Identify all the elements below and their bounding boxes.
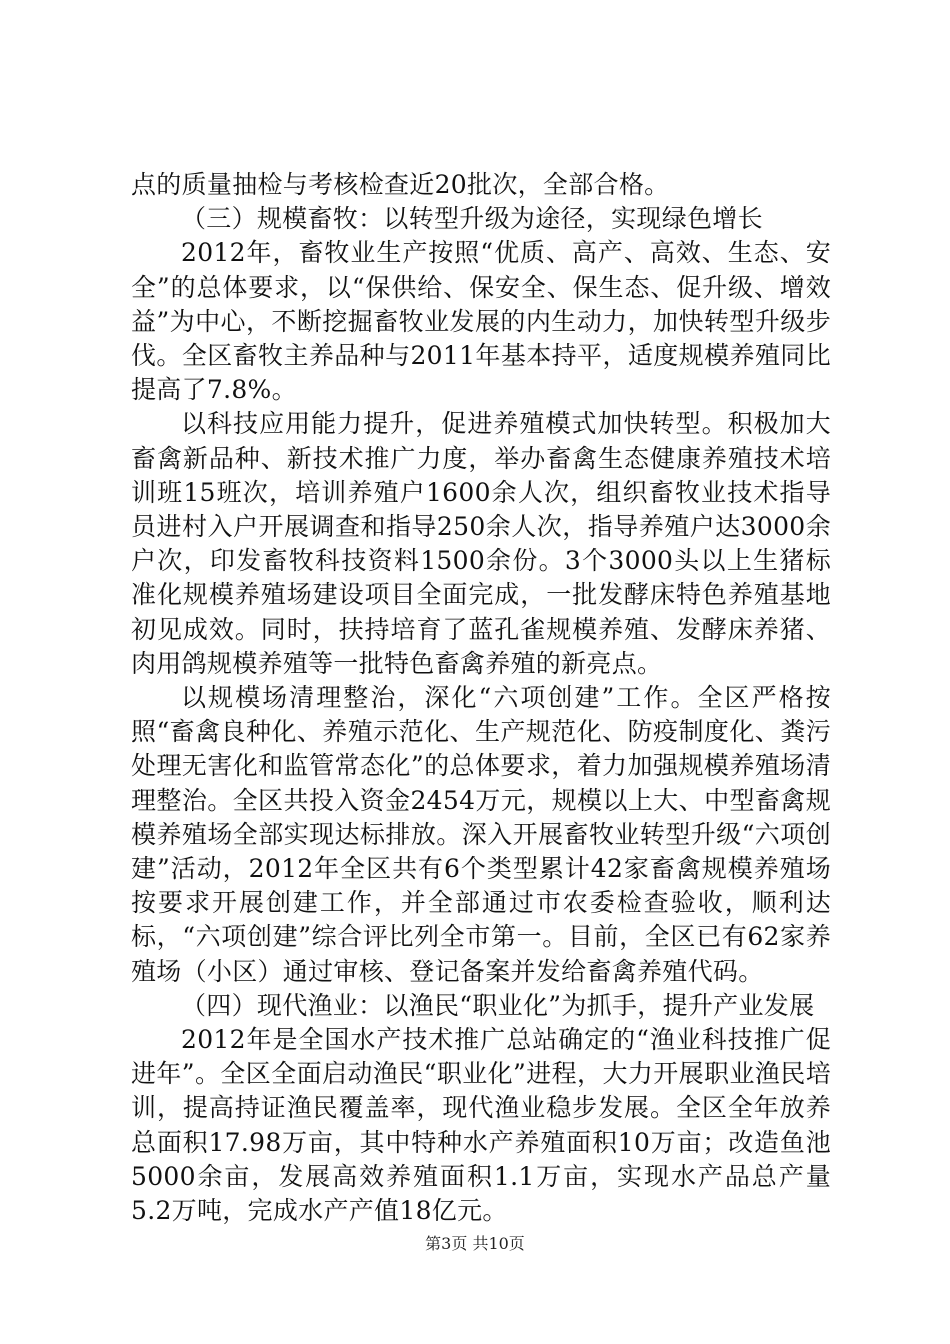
paragraph-tech-application: 以科技应用能力提升，促进养殖模式加快转型。积极加大畜禽新品种、新技术推广力度，举办畜禽生态健康养殖技术培训班15班次，培训养殖户1600余人次，组织畜牧业技术指导员进村入户开展调查和指导250余人次，指导养殖户达3000余户次，印发畜牧科技资料1500余份。3个3000头以上生猪标准化规模养殖场建设项目全面完成，一批发酵床特色养殖基地初见成效。同时，扶持培育了蓝孔雀规模养殖、发酵床养猪、肉用鸽规模养殖等一批特色畜禽养殖的新亮点。	[131, 409, 831, 678]
paragraph-continuation: 点的质量抽检与考核检查近20批次，全部合格。	[131, 170, 670, 199]
document-body	[131, 168, 831, 1228]
paragraph-farm-rectification: 以规模场清理整治，深化“六项创建”工作。全区严格按照“畜禽良种化、养殖示范化、生产规范化、防疫制度化、粪污处理无害化和监管常态化”的总体要求，着力加强规模养殖场清理整治。全区共投入资金2454万元，规模以上大、中型畜禽规模养殖场全部实现达标排放。深入开展畜牧业转型升级“六项创建”活动，2012年全区共有6个类型累计42家畜禽规模养殖场按要求开展创建工作，并全部通过市农委检查验收，顺利达标，“六项创建”综合评比列全市第一。目前，全区已有62家养殖场（小区）通过审核、登记备案并发给畜禽养殖代码。	[131, 683, 831, 986]
section-heading-fishery: （四）现代渔业：以渔民“职业化”为抓手，提升产业发展	[181, 990, 815, 1020]
paragraph-livestock-overview: 2012年，畜牧业生产按照“优质、高产、高效、生态、安全”的总体要求，以“保供给、保安全、保生态、促升级、增效益”为中心，不断挖掘畜牧业发展的内生动力，加快转型升级步伐。全区畜牧主养品种与2011年基本持平，适度规模养殖同比提高了7.8%。	[131, 238, 831, 405]
paragraph-fishery-overview: 2012年是全国水产技术推广总站确定的“渔业科技推广促进年”。全区全面启动渔民“职业化”进程，大力开展职业渔民培训，提高持证渔民覆盖率，现代渔业稳步发展。全区全年放养总面积17.98万亩，其中特种水产养殖面积10万亩；改造鱼池5000余亩，发展高效养殖面积1.1万亩，实现水产品总产量5.2万吨，完成水产产值18亿元。	[131, 1025, 831, 1226]
page-number-footer: 第3页 共10页	[425, 1234, 525, 1253]
section-heading-livestock: （三）规模畜牧：以转型升级为途径，实现绿色增长	[181, 204, 763, 234]
